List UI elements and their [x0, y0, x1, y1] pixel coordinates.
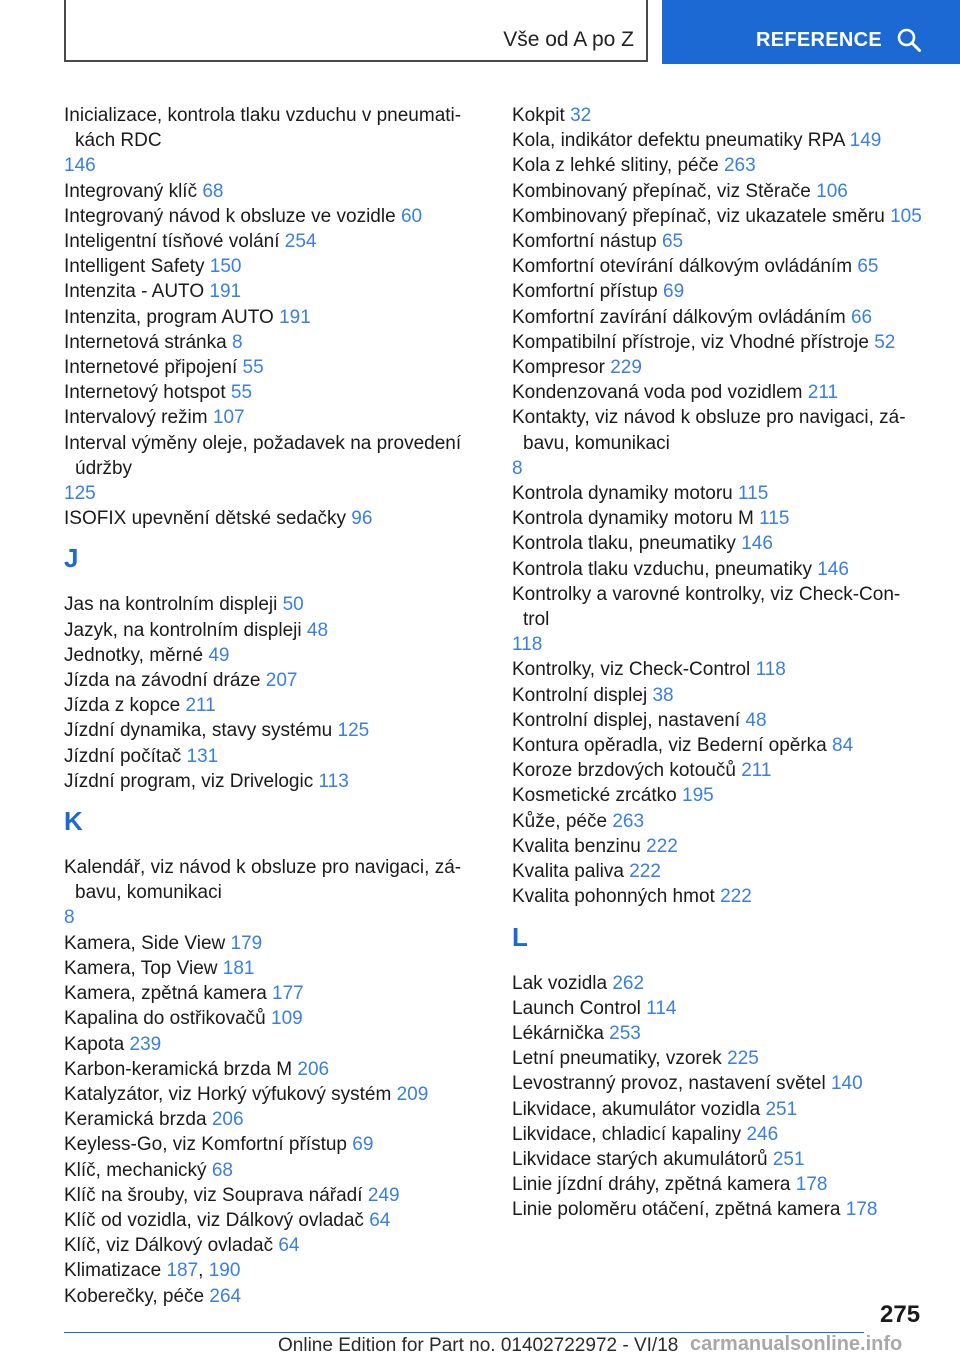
index-entry — [64, 431, 469, 507]
index-entry — [64, 330, 469, 355]
entry-text: Interval výměny oleje, požadavek na provedení — [64, 432, 462, 454]
page-link[interactable]: 251 — [772, 1148, 805, 1170]
entry-text: Likvidace starých akumulátorů — [512, 1148, 768, 1170]
page-link[interactable]: 118 — [755, 659, 786, 681]
index-entry — [64, 1208, 469, 1233]
entry-text: ISOFIX upevnění dětské sedačky — [64, 508, 346, 530]
page-link[interactable]: 263 — [612, 810, 645, 832]
page-link[interactable]: 222 — [720, 886, 752, 908]
index-entry — [512, 355, 922, 380]
entry-text: Kontrolky a varovné kontrolky, viz Check-Con- — [512, 583, 901, 605]
page-link[interactable]: 206 — [211, 1109, 244, 1131]
page-link[interactable]: 113 — [318, 770, 349, 792]
reference-label: REFERENCE — [756, 29, 883, 51]
entry-text: Lékárnička — [512, 1022, 604, 1044]
edition-text: Online Edition for Part no. 01402722972 - VI/18 — [278, 1335, 679, 1356]
entry-text: Launch Control — [512, 997, 641, 1019]
index-entry — [64, 1183, 469, 1208]
index-column-right — [512, 103, 922, 1223]
entry-text: Internetový hotspot — [64, 382, 226, 404]
page-link[interactable]: 209 — [396, 1083, 429, 1105]
entry-text: Jednotky, měrné — [64, 644, 204, 666]
entry-text: Komfortní otevírání dálkovým ovládáním — [512, 256, 853, 278]
entry-text: Lak vozidla — [512, 972, 608, 994]
page-link[interactable]: 125 — [337, 720, 370, 742]
section-letter: L — [512, 921, 528, 952]
page-link[interactable]: 49 — [208, 644, 230, 666]
entry-text: Kapalina do ostřikovačů — [64, 1008, 266, 1030]
entry-text: Linie poloměru otáčení, zpětná kamera — [512, 1199, 841, 1221]
entry-text: Integrovaný klíč — [64, 180, 198, 202]
page-link[interactable]: 206 — [297, 1058, 330, 1080]
index-entry — [64, 931, 469, 956]
page-link[interactable]: 229 — [610, 357, 642, 379]
page-link[interactable]: 114 — [646, 997, 677, 1019]
page-link[interactable]: 68 — [202, 180, 224, 202]
page-link[interactable]: 107 — [212, 407, 245, 429]
section-letter: J — [64, 543, 79, 574]
entry-text: Kamera, Side View — [64, 932, 226, 954]
page-link[interactable]: 211 — [185, 695, 216, 717]
index-entry — [64, 103, 469, 179]
entry-text: Klíč, mechanický — [64, 1159, 207, 1181]
page-link[interactable]: 118 — [512, 634, 543, 656]
page-link[interactable]: 187 — [166, 1260, 199, 1282]
entry-text: Kompatibilní přístroje, viz Vhodné přístroje — [512, 331, 869, 353]
index-entry — [512, 1071, 922, 1096]
index-entry — [64, 1082, 469, 1107]
page-link[interactable]: 8 — [64, 907, 75, 929]
entry-text: Inteligentní tísňové volání — [64, 231, 280, 253]
page-link[interactable]: 105 — [890, 205, 922, 227]
entry-text: Jízdní program, viz Drivelogic — [64, 770, 314, 792]
page-link[interactable]: 69 — [352, 1134, 374, 1156]
page-link[interactable]: 239 — [129, 1033, 162, 1055]
entry-text: Katalyzátor, viz Horký výfukový systém — [64, 1083, 392, 1105]
entry-text: Koberečky, péče — [64, 1285, 205, 1307]
search-icon[interactable] — [896, 27, 922, 53]
index-entry — [512, 1122, 922, 1147]
index-entry — [64, 204, 469, 229]
index-entry — [512, 204, 922, 229]
entry-text: Levostranný provoz, nastavení světel — [512, 1073, 826, 1095]
entry-text: Kondenzovaná voda pod vozidlem — [512, 382, 803, 404]
index-entry — [64, 744, 469, 769]
index-entry — [64, 693, 469, 718]
entry-text: Kamera, Top View — [64, 957, 218, 979]
entry-text: Klíč, viz Dálkový ovladač — [64, 1235, 274, 1257]
index-entry — [512, 783, 922, 808]
entry-text: Kontrolky, viz Check-Control — [512, 659, 751, 681]
page-link[interactable]: 38 — [652, 684, 674, 706]
entry-text: Kontakty, viz návod k obsluze pro navigaci, zá- — [512, 407, 906, 429]
section-letter: K — [64, 806, 83, 837]
entry-text: Komfortní zavírání dálkovým ovládáním — [512, 306, 846, 328]
entry-text: Keyless-Go, viz Komfortní přístup — [64, 1134, 347, 1156]
index-entry — [512, 708, 922, 733]
page-link[interactable]: 211 — [807, 382, 839, 404]
page-link[interactable]: 69 — [663, 281, 685, 303]
entry-text: Jas na kontrolním displeji — [64, 594, 278, 616]
index-entry — [512, 657, 922, 682]
index-entry — [512, 557, 922, 582]
page-link[interactable]: 225 — [727, 1048, 759, 1070]
entry-text: Kontrolní displej, nastavení — [512, 709, 741, 731]
entry-text: Internetové připojení — [64, 357, 238, 379]
index-entry — [64, 643, 469, 668]
entry-text: Klíč od vozidla, viz Dálkový ovladač — [64, 1209, 364, 1231]
index-column-left — [64, 103, 469, 1309]
page-link[interactable]: 264 — [209, 1285, 242, 1307]
page-link[interactable]: 125 — [64, 483, 96, 505]
entry-text: Jízdní dynamika, stavy systému — [64, 720, 333, 742]
entry-text: Kombinovaný přepínač, viz ukazatele směru — [512, 205, 885, 227]
index-entry — [64, 769, 469, 794]
index-entry — [64, 1032, 469, 1057]
page-link[interactable]: 262 — [612, 972, 645, 994]
page-link[interactable]: 263 — [723, 155, 756, 177]
index-entry — [512, 279, 922, 304]
entry-text: Integrovaný návod k obsluze ve vozidle — [64, 205, 396, 227]
entry-text: Klíč na šrouby, viz Souprava nářadí — [64, 1184, 363, 1206]
page-link[interactable]: 60 — [400, 205, 423, 227]
entry-text: Jízda z kopce — [64, 695, 181, 717]
page-link[interactable]: 140 — [830, 1073, 863, 1095]
entry-text-continued: bavu, komunikaci — [75, 882, 222, 904]
watermark: carmanualsonline.info — [690, 1333, 903, 1355]
entry-text: Koroze brzdových kotoučů — [512, 760, 736, 782]
page-link[interactable]: 179 — [230, 932, 263, 954]
index-entry — [512, 971, 922, 996]
entry-text: Kola, indikátor defektu pneumatiky RPA — [512, 130, 845, 152]
page-link[interactable]: 115 — [738, 483, 769, 505]
entry-text: Kombinovaný přepínač, viz Stěrače — [512, 180, 811, 202]
entry-text: Kontrola tlaku, pneumatiky — [512, 533, 736, 555]
page-link[interactable]: 246 — [746, 1123, 779, 1145]
index-entry — [64, 380, 469, 405]
index-entry — [512, 834, 922, 859]
header-section-box — [64, 0, 648, 62]
index-entry — [512, 1172, 922, 1197]
entry-text: Kola z lehké slitiny, péče — [512, 155, 719, 177]
entry-text: Kontrola tlaku vzduchu, pneumatiky — [512, 558, 812, 580]
index-entry — [64, 1284, 469, 1309]
index-entry — [512, 884, 922, 909]
page-link[interactable]: 65 — [857, 256, 879, 278]
entry-text: Kvalita paliva — [512, 861, 624, 883]
index-entry — [64, 618, 469, 643]
index-entry — [512, 405, 922, 481]
page-link[interactable]: 207 — [265, 670, 298, 692]
index-entry — [512, 1147, 922, 1172]
index-entry — [64, 592, 469, 617]
page-link[interactable]: 191 — [209, 281, 242, 303]
index-entry — [512, 1097, 922, 1122]
index-entry — [512, 506, 922, 531]
page-link[interactable]: 251 — [765, 1098, 798, 1120]
page-link[interactable]: 48 — [306, 619, 329, 641]
page-link[interactable]: 178 — [845, 1199, 878, 1221]
section-title: Vše od A po Z — [503, 28, 634, 51]
entry-text: Internetová stránka — [64, 331, 227, 353]
page-link[interactable]: 222 — [629, 861, 661, 883]
index-entry — [512, 758, 922, 783]
entry-text: Kvalita benzinu — [512, 835, 641, 857]
index-entry — [64, 405, 469, 430]
page-link[interactable]: 150 — [209, 256, 242, 278]
index-entry — [512, 859, 922, 884]
entry-text: Intenzita - AUTO — [64, 281, 205, 303]
page-link[interactable]: 190 — [208, 1260, 241, 1282]
page-link[interactable]: 222 — [646, 835, 678, 857]
entry-text-continued: údržby — [75, 457, 133, 479]
index-entry — [64, 1132, 469, 1157]
index-entry — [64, 1006, 469, 1031]
index-entry — [64, 506, 469, 531]
index-entry — [64, 254, 469, 279]
reference-tab[interactable] — [662, 0, 960, 64]
page-link[interactable]: 146 — [817, 558, 849, 580]
index-entry: Klimatizace 187, 190 — [64, 1260, 241, 1282]
index-entry — [64, 1057, 469, 1082]
page-link[interactable]: 106 — [816, 180, 848, 202]
page-link[interactable]: 211 — [741, 760, 772, 782]
index-entry — [64, 279, 469, 304]
entry-text: Kontrola dynamiky motoru — [512, 483, 733, 505]
page-link[interactable]: 64 — [369, 1209, 391, 1231]
entry-text-continued: trol — [523, 609, 550, 631]
index-entry — [512, 683, 922, 708]
page-link[interactable]: 96 — [351, 508, 373, 530]
page-link[interactable]: 253 — [609, 1022, 641, 1044]
entry-text: Kontrolní displej — [512, 684, 648, 706]
index-entry — [64, 956, 469, 981]
entry-text: Keramická brzda — [64, 1109, 207, 1131]
page-link[interactable]: 254 — [284, 231, 317, 253]
index-entry — [512, 179, 922, 204]
page-link[interactable]: 149 — [849, 130, 882, 152]
page-link[interactable]: 55 — [230, 382, 253, 404]
page-link[interactable]: 50 — [282, 594, 304, 616]
index-entry — [64, 179, 469, 204]
index-entry — [64, 718, 469, 743]
entry-text-continued: bavu, komunikaci — [523, 432, 670, 454]
entry-text: Komfortní přístup — [512, 281, 658, 303]
index-entry — [64, 981, 469, 1006]
entry-text: Kokpit — [512, 105, 565, 126]
page-link[interactable]: 32 — [570, 105, 592, 126]
index-entry — [512, 1021, 922, 1046]
entry-text: Likvidace, akumulátor vozidla — [512, 1098, 761, 1120]
page-link[interactable]: 115 — [759, 508, 790, 530]
index-entry — [512, 1046, 922, 1071]
page-link[interactable]: 146 — [741, 533, 773, 555]
index-entry — [512, 330, 922, 355]
entry-text: Kontrola dynamiky motoru M — [512, 508, 754, 530]
entry-text: Kamera, zpětná kamera — [64, 983, 267, 1005]
page-link[interactable]: 177 — [272, 983, 304, 1005]
entry-text: Kompresor — [512, 357, 605, 379]
index-entry — [512, 153, 922, 178]
entry-text: Linie jízdní dráhy, zpětná kamera — [512, 1174, 791, 1196]
entry-text: Kalendář, viz návod k obsluze pro navigaci, zá- — [64, 857, 462, 879]
entry-text: Kosmetické zrcátko — [512, 785, 677, 807]
entry-text: Intenzita, program AUTO — [64, 306, 274, 328]
index-entry — [64, 1107, 469, 1132]
index-entry — [512, 481, 922, 506]
index-entry — [512, 380, 922, 405]
entry-text: Jízdní počítač — [64, 745, 182, 767]
index-entry — [512, 229, 922, 254]
index-entry — [64, 305, 469, 330]
page-link[interactable]: 66 — [850, 306, 873, 328]
page-link[interactable]: 181 — [222, 957, 255, 979]
page-link[interactable]: 249 — [367, 1184, 400, 1206]
index-entry — [512, 1197, 922, 1222]
page-link[interactable]: 52 — [874, 331, 896, 353]
index-entry — [512, 103, 922, 128]
page-link[interactable]: 55 — [242, 357, 264, 379]
page-link[interactable]: 191 — [279, 306, 311, 328]
page-link[interactable]: 65 — [661, 231, 684, 253]
index-entry — [512, 531, 922, 556]
entry-text: Kontura opěradla, viz Bederní opěrka — [512, 735, 827, 757]
index-entry — [512, 809, 922, 834]
entry-text: Karbon-keramická brzda M — [64, 1058, 293, 1080]
index-entry — [512, 996, 922, 1021]
page-link[interactable]: 109 — [271, 1008, 303, 1030]
index-entry — [64, 855, 469, 931]
entry-text: Likvidace, chladicí kapaliny — [512, 1123, 742, 1145]
entry-text: Letní pneumatiky, vzorek — [512, 1048, 722, 1070]
page-link[interactable]: 68 — [211, 1159, 233, 1181]
index-entry — [512, 128, 922, 153]
index-entry — [512, 254, 922, 279]
index-entry — [512, 305, 922, 330]
index-entry — [64, 355, 469, 380]
entry-text: Intelligent Safety — [64, 256, 205, 278]
index-entry — [64, 1158, 469, 1183]
page-link[interactable]: 131 — [186, 745, 219, 767]
entry-text: Inicializace, kontrola tlaku vzduchu v pneumati- — [64, 105, 462, 126]
entry-text: Jazyk, na kontrolním displeji — [64, 619, 302, 641]
page-link[interactable]: 146 — [64, 155, 96, 177]
entry-text: Kvalita pohonných hmot — [512, 886, 715, 908]
page-link[interactable]: 8 — [512, 457, 523, 479]
index-entry — [64, 229, 469, 254]
page-link[interactable]: 8 — [231, 331, 243, 353]
entry-text: Jízda na závodní dráze — [64, 670, 261, 692]
entry-text: Komfortní nástup — [512, 231, 657, 253]
index-entry — [512, 582, 922, 658]
page-link[interactable]: 178 — [795, 1174, 828, 1196]
index-entry — [512, 733, 922, 758]
entry-text-continued: kách RDC — [75, 130, 162, 152]
entry-text: Klimatizace — [64, 1260, 162, 1282]
page-number: 275 — [880, 1301, 921, 1328]
entry-text: Intervalový režim — [64, 407, 208, 429]
entry-text: Kůže, péče — [512, 810, 608, 832]
page-link[interactable]: 195 — [682, 785, 714, 807]
index-entry — [64, 668, 469, 693]
page-link[interactable]: 48 — [745, 709, 767, 731]
page-link[interactable]: 84 — [832, 735, 854, 757]
page-link[interactable]: 64 — [278, 1235, 300, 1257]
index-entry — [64, 1233, 469, 1258]
entry-text: Kapota — [64, 1033, 125, 1055]
